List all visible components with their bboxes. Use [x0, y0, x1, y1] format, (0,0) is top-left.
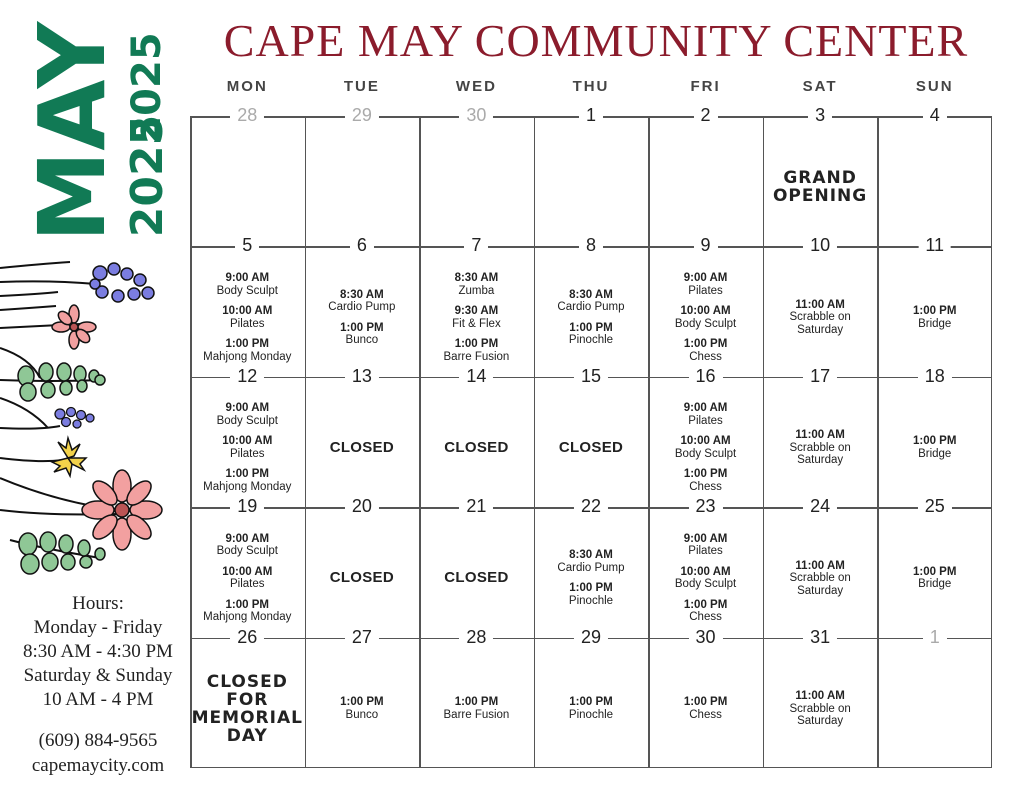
month-name: MAY [19, 21, 126, 243]
event-time: 10:00 AM [222, 305, 273, 318]
event-time: 9:00 AM [225, 272, 270, 285]
day-content [648, 650, 763, 768]
closed-label: CLOSED [329, 438, 394, 456]
event-time: 10:00 AM [680, 435, 731, 448]
contact-block [0, 728, 196, 778]
day-number: 10 [803, 235, 837, 255]
day-content [534, 389, 649, 507]
event-item[interactable] [222, 566, 272, 591]
day-content [648, 128, 763, 246]
event-time: 11:00 AM [795, 559, 845, 572]
day-number: 1 [923, 627, 947, 647]
special-notice-line: GRAND [783, 168, 857, 189]
event-time: 9:00 AM [225, 402, 270, 415]
day-cell[interactable] [190, 496, 305, 637]
day-number: 13 [345, 366, 379, 386]
event-time: 1:00 PM [683, 468, 728, 481]
event-name: Pilates [230, 317, 265, 330]
event-time: 9:00 AM [683, 272, 728, 285]
event-item[interactable] [913, 305, 956, 330]
event-time: 1:00 PM [912, 305, 957, 318]
day-number: 29 [345, 105, 379, 125]
day-cell[interactable] [305, 626, 420, 768]
event-time: 1:00 PM [225, 338, 269, 351]
day-number: 20 [345, 496, 379, 516]
event-time: 1:00 PM [683, 696, 728, 709]
day-content [763, 650, 878, 768]
page-title: CAPE MAY COMMUNITY CENTER [223, 15, 969, 66]
event-item[interactable] [444, 696, 510, 721]
event-name: Bunco [345, 334, 379, 347]
weekday-header-row [190, 78, 992, 98]
event-item[interactable] [913, 566, 956, 591]
day-cell[interactable] [190, 235, 305, 376]
event-name: Scrabble on Saturday [789, 572, 851, 597]
special-notice-line: FOR [226, 689, 269, 710]
day-cell[interactable] [190, 626, 305, 768]
event-time: 1:00 PM [569, 582, 613, 595]
year-label: 2025 [124, 32, 170, 144]
event-time: 11:00 AM [795, 298, 845, 311]
event-time: 1:00 PM [225, 468, 269, 481]
day-cell[interactable] [648, 365, 763, 507]
event-name: Pilates [688, 284, 723, 297]
event-item[interactable] [217, 533, 278, 558]
website-link[interactable]: capemaycity.com [31, 755, 165, 776]
day-number: 5 [235, 235, 259, 255]
event-item[interactable] [684, 402, 728, 427]
day-content [419, 389, 534, 507]
event-time: 1:00 PM [569, 321, 613, 334]
day-content [763, 258, 878, 376]
closed-label: CLOSED [329, 569, 394, 587]
weekday-tue: TUE [343, 78, 380, 95]
day-content [419, 519, 534, 637]
event-item[interactable] [557, 289, 624, 314]
event-name: Bridge [918, 578, 952, 591]
day-number: 9 [694, 235, 718, 255]
day-content [419, 258, 534, 376]
hours-block [0, 592, 196, 712]
event-time: 1:00 PM [454, 338, 499, 351]
event-item[interactable] [340, 696, 383, 721]
day-number: 21 [459, 496, 493, 516]
day-content [534, 128, 649, 246]
event-name: Pinochle [568, 594, 614, 607]
event-time: 9:00 AM [683, 532, 728, 545]
day-cell[interactable] [305, 105, 420, 246]
day-content [877, 519, 992, 637]
day-number: 8 [579, 235, 603, 255]
event-name: Scrabble on Saturday [789, 311, 851, 336]
day-cell[interactable] [648, 626, 763, 768]
event-time: 8:30 AM [569, 549, 613, 562]
event-time: 1:00 PM [340, 321, 384, 334]
event-item[interactable] [684, 468, 727, 493]
event-name: Bridge [918, 447, 952, 460]
day-content [305, 389, 420, 507]
event-item[interactable] [340, 322, 383, 347]
event-name: Cardio Pump [328, 301, 396, 314]
event-time: 8:30 AM [569, 288, 613, 301]
weekday-mon: MON [226, 78, 268, 95]
event-item[interactable] [675, 566, 736, 591]
day-number: 28 [230, 105, 264, 125]
hours-title: Hours: [72, 593, 124, 614]
event-item[interactable] [455, 272, 499, 297]
day-number: 17 [803, 366, 837, 386]
grape-hyacinth-icon [90, 263, 154, 302]
event-time: 11:00 AM [795, 429, 845, 442]
day-number: 24 [803, 496, 837, 516]
event-item[interactable] [569, 582, 613, 607]
day-cell[interactable] [877, 105, 992, 246]
day-number: 30 [459, 105, 493, 125]
day-content [190, 128, 305, 246]
day-cell[interactable] [190, 105, 305, 246]
event-name: Scrabble on Saturday [789, 441, 851, 467]
event-item[interactable] [675, 305, 736, 330]
event-name: Barre Fusion [443, 350, 510, 363]
day-content [763, 389, 878, 507]
day-number: 25 [918, 496, 952, 516]
day-content [305, 128, 420, 246]
day-number: 19 [230, 496, 264, 516]
day-content [190, 519, 305, 637]
event-item[interactable] [203, 338, 291, 363]
day-number: 26 [230, 627, 264, 647]
day-cell[interactable] [534, 235, 649, 376]
event-time: 10:00 AM [680, 305, 731, 318]
event-item[interactable] [684, 338, 727, 363]
event-item[interactable] [328, 289, 395, 314]
event-time: 1:00 PM [912, 565, 957, 578]
day-number: 27 [345, 627, 379, 647]
event-name: Body Sculpt [216, 284, 278, 297]
day-number: 4 [923, 105, 947, 125]
day-content [534, 650, 649, 768]
event-time: 10:00 AM [680, 565, 731, 578]
event-name: Body Sculpt [216, 545, 278, 558]
closed-label: CLOSED [558, 438, 624, 456]
calendar-grid [190, 105, 992, 768]
month-year-banner [19, 21, 170, 243]
event-time: 9:00 AM [225, 532, 270, 545]
year-text: 2025 [122, 114, 173, 238]
special-notice-line: MEMORIAL [191, 707, 303, 728]
weekend-label: Saturday & Sunday [23, 665, 173, 686]
event-time: 9:30 AM [454, 305, 499, 318]
weekday-sun: SUN [915, 78, 954, 95]
special-notice-line: CLOSED [206, 671, 288, 692]
event-item[interactable] [569, 696, 613, 721]
event-name: Chess [689, 708, 722, 721]
day-number: 22 [574, 496, 608, 516]
event-name: Mahjong Monday [203, 480, 292, 493]
event-time: 1:00 PM [912, 435, 957, 448]
weekend-hours: 10 AM - 4 PM [42, 689, 154, 710]
event-name: Mahjong Monday [203, 350, 292, 363]
day-number: 15 [574, 366, 608, 386]
event-item[interactable] [684, 272, 728, 297]
day-content [648, 258, 763, 376]
event-item[interactable] [780, 429, 860, 467]
event-name: Pilates [230, 447, 265, 460]
event-time: 10:00 AM [222, 435, 273, 448]
event-time: 8:30 AM [340, 288, 384, 301]
day-content [305, 258, 420, 376]
event-time: 9:00 AM [683, 402, 728, 415]
phone-number: (609) 884-9565 [38, 730, 158, 751]
day-cell[interactable] [534, 626, 649, 768]
day-cell[interactable] [419, 365, 534, 507]
event-time: 1:00 PM [683, 338, 728, 351]
event-time: 1:00 PM [569, 696, 613, 709]
day-content [877, 389, 992, 507]
day-number: 2 [694, 105, 718, 125]
day-number: 14 [459, 366, 493, 386]
event-name: Barre Fusion [443, 708, 510, 721]
day-cell[interactable] [305, 235, 420, 376]
day-cell[interactable] [763, 365, 878, 507]
day-cell[interactable] [763, 235, 878, 376]
event-time: 1:00 PM [225, 598, 269, 611]
event-name: Zumba [458, 284, 495, 297]
event-name: Chess [689, 480, 722, 493]
day-cell[interactable] [648, 105, 763, 246]
event-item[interactable] [780, 690, 860, 728]
weekday-label: Monday - Friday [33, 617, 163, 638]
event-name: Chess [689, 611, 722, 624]
day-content [305, 519, 420, 637]
special-notice-line: DAY [226, 725, 268, 746]
day-content [648, 389, 763, 507]
day-content [877, 128, 992, 246]
day-content [877, 258, 992, 376]
year-banner [110, 108, 173, 244]
event-name: Body Sculpt [216, 414, 278, 427]
day-cell[interactable] [648, 496, 763, 637]
day-cell[interactable] [534, 105, 649, 246]
day-content [534, 258, 649, 376]
day-cell[interactable] [763, 626, 878, 768]
special-notice-line: OPENING [772, 186, 868, 207]
day-content [877, 650, 992, 768]
weekday-fri: FRI [690, 78, 721, 95]
day-content [190, 650, 305, 768]
event-name: Pinochle [568, 708, 614, 721]
event-item[interactable] [222, 305, 272, 330]
event-item[interactable] [557, 549, 624, 574]
grape-hyacinth-small-icon [55, 408, 94, 429]
day-content [419, 650, 534, 768]
day-content [190, 389, 305, 507]
event-item[interactable] [780, 560, 860, 598]
event-item[interactable] [684, 599, 727, 624]
event-name: Pinochle [568, 334, 614, 347]
closed-label: CLOSED [444, 569, 509, 587]
day-cell[interactable] [763, 105, 878, 246]
big-pink-flower-icon [82, 470, 162, 550]
weekday-hours: 8:30 AM - 4:30 PM [23, 641, 173, 662]
event-name: Pilates [230, 578, 265, 591]
day-cell[interactable] [534, 365, 649, 507]
day-number: 12 [230, 366, 264, 386]
event-time: 1:00 PM [340, 696, 384, 709]
day-content [534, 519, 649, 637]
event-name: Body Sculpt [674, 578, 737, 591]
day-cell[interactable] [648, 235, 763, 376]
event-name: Mahjong Monday [203, 611, 292, 624]
closed-label: CLOSED [444, 438, 509, 456]
weekday-wed: WED [455, 78, 497, 95]
event-name: Pilates [688, 545, 723, 558]
event-item[interactable] [684, 696, 727, 721]
pink-flower-icon [52, 305, 96, 349]
day-cell[interactable] [877, 496, 992, 637]
event-time: 8:30 AM [454, 272, 499, 285]
event-time: 1:00 PM [454, 696, 499, 709]
event-item[interactable] [203, 599, 291, 624]
event-name: Scrabble on Saturday [789, 702, 851, 728]
day-number: 18 [918, 366, 952, 386]
day-cell[interactable] [419, 626, 534, 768]
event-time: 10:00 AM [222, 565, 273, 578]
event-name: Bridge [918, 317, 952, 330]
day-cell[interactable] [877, 235, 992, 376]
day-number: 30 [689, 627, 723, 647]
day-cell[interactable] [419, 105, 534, 246]
event-name: Cardio Pump [557, 561, 625, 574]
day-number: 31 [803, 627, 837, 647]
flower-illustration [0, 258, 196, 588]
day-number: 1 [579, 105, 603, 125]
event-name: Cardio Pump [557, 301, 625, 314]
yellow-flower-icon [52, 438, 86, 476]
event-item[interactable] [217, 272, 278, 297]
event-item[interactable] [780, 299, 860, 337]
event-name: Body Sculpt [674, 317, 737, 330]
day-cell[interactable] [877, 626, 992, 768]
event-item[interactable] [569, 322, 613, 347]
event-item[interactable] [913, 435, 956, 460]
event-item[interactable] [684, 533, 728, 558]
day-number: 11 [918, 235, 951, 255]
day-content [763, 519, 878, 637]
day-number: 7 [464, 235, 488, 255]
event-item[interactable] [675, 435, 736, 460]
day-cell[interactable] [190, 365, 305, 507]
event-item[interactable] [452, 305, 501, 330]
weekday-thu: THU [572, 78, 610, 95]
weekday-sat: SAT [802, 78, 838, 95]
day-content [190, 258, 305, 376]
day-number: 28 [459, 627, 493, 647]
day-cell[interactable] [305, 496, 420, 637]
day-number: 23 [689, 496, 723, 516]
leaf-sprig-icon [18, 363, 105, 401]
event-name: Body Sculpt [674, 447, 737, 460]
event-item[interactable] [222, 435, 272, 460]
day-cell[interactable] [419, 496, 534, 637]
event-name: Pilates [688, 414, 723, 427]
day-cell[interactable] [877, 365, 992, 507]
day-cell[interactable] [763, 496, 878, 637]
event-name: Chess [689, 350, 722, 363]
day-number: 3 [808, 105, 832, 125]
event-name: Bunco [345, 708, 379, 721]
day-content [648, 519, 763, 637]
event-name: Fit & Flex [452, 317, 501, 330]
day-content [419, 128, 534, 246]
day-content [305, 650, 420, 768]
day-number: 29 [574, 627, 608, 647]
event-item[interactable] [217, 402, 278, 427]
leaf-cluster-icon [19, 532, 105, 574]
event-item[interactable] [444, 338, 510, 363]
day-cell[interactable] [305, 365, 420, 507]
day-cell[interactable] [419, 235, 534, 376]
day-content [763, 128, 878, 246]
event-time: 11:00 AM [795, 690, 845, 703]
day-cell[interactable] [534, 496, 649, 637]
day-number: 16 [689, 366, 723, 386]
event-time: 1:00 PM [683, 598, 728, 611]
day-number: 6 [350, 235, 374, 255]
event-item[interactable] [203, 468, 291, 493]
